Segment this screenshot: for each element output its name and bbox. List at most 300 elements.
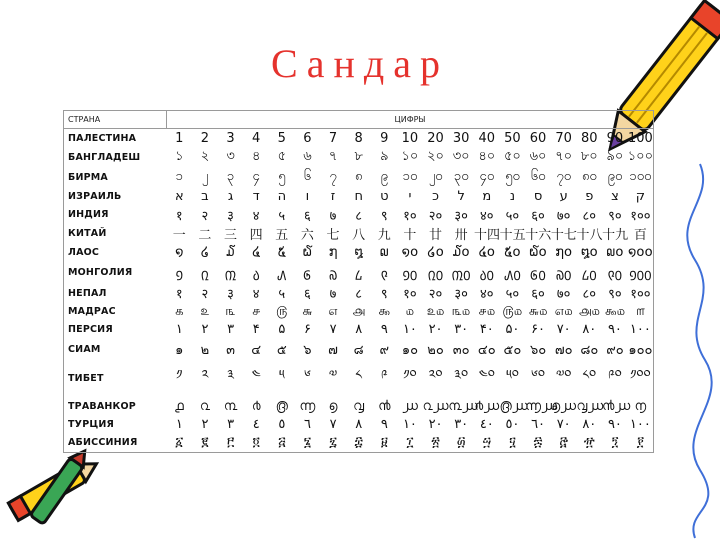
numeral-cell: ၉ bbox=[380, 169, 388, 185]
numeral-cell: 2 bbox=[200, 130, 210, 146]
numeral-cell: ፷ bbox=[533, 435, 543, 451]
numeral-cell: ۱ bbox=[175, 322, 183, 338]
numeral-cell: 60 bbox=[529, 130, 547, 146]
numeral-cell: ۹۰ bbox=[607, 322, 622, 338]
numeral-cell: ௧ bbox=[174, 303, 184, 319]
numeral-cell: ٥٠ bbox=[505, 417, 520, 433]
numeral-cell: ל bbox=[457, 188, 465, 204]
header-country: СТРАНА bbox=[64, 111, 167, 129]
numeral-cell: ௬ bbox=[302, 303, 313, 319]
numeral-cell: ၉၀ bbox=[607, 169, 623, 185]
country-name: ИНДИЯ bbox=[68, 209, 109, 221]
numeral-cell: ק bbox=[635, 188, 645, 204]
numeral-cell: צ bbox=[611, 188, 619, 204]
numeral-cell: ௫௰ bbox=[502, 303, 523, 319]
numeral-cell: ௪ bbox=[251, 303, 261, 319]
country-name: ТУРЦИЯ bbox=[68, 419, 115, 431]
numeral-cell: ᠖ bbox=[303, 269, 312, 285]
table-row bbox=[64, 187, 654, 205]
numeral-cell: ᠘ bbox=[355, 269, 363, 285]
numeral-cell: 7 bbox=[328, 130, 338, 146]
numeral-cell: ৩ bbox=[226, 149, 235, 165]
numeral-cell: ४० bbox=[480, 208, 494, 224]
numeral-cell: ३० bbox=[454, 287, 468, 303]
numeral-cell: 90 bbox=[606, 130, 624, 146]
country-name: ТРАВАНКОР bbox=[68, 400, 136, 412]
numeral-cell: ௨ bbox=[200, 303, 210, 319]
numeral-cell: 9 bbox=[380, 130, 389, 146]
numeral-cell: ፯ bbox=[329, 435, 337, 451]
numeral-cell: ९ bbox=[380, 208, 388, 224]
numeral-cell: 20 bbox=[427, 130, 444, 146]
numeral-cell: 50 bbox=[504, 130, 521, 146]
numeral-cell: ௭௰ bbox=[554, 303, 573, 319]
numeral-cell: ١ bbox=[175, 417, 183, 433]
numeral-cell: פ bbox=[585, 188, 594, 204]
table-row bbox=[64, 339, 654, 360]
numeral-cell: ᠕ bbox=[277, 269, 287, 285]
numeral-cell: 二 bbox=[198, 227, 212, 243]
numeral-cell: ፩ bbox=[175, 435, 184, 451]
numeral-cell: ६ bbox=[304, 287, 311, 303]
numeral-cell: ༡ bbox=[176, 368, 183, 384]
numeral-cell: ৫ bbox=[277, 149, 287, 165]
numeral-cell: ᠗᠐ bbox=[555, 269, 572, 285]
numeral-cell: ൪ bbox=[251, 398, 261, 414]
numeral-cell: ൩ bbox=[223, 398, 238, 414]
numeral-cell: ༨ bbox=[355, 368, 362, 384]
numeral-cell: 十五 bbox=[499, 227, 526, 243]
numeral-cell: ௨௰ bbox=[426, 303, 445, 319]
numeral-cell: 40 bbox=[478, 130, 496, 146]
table-row bbox=[64, 129, 654, 148]
numeral-cell: ٩٠ bbox=[607, 417, 622, 433]
numeral-cell: ໘໐ bbox=[580, 244, 598, 260]
numeral-cell: ৮ bbox=[354, 149, 363, 165]
numeral-cell: ༩ bbox=[381, 368, 388, 384]
numeral-cell: २ bbox=[201, 208, 209, 224]
numeral-cell: ၆ bbox=[303, 169, 312, 185]
numeral-cell: ൬൰ bbox=[525, 398, 557, 414]
numeral-cell: ৯০ bbox=[606, 149, 624, 165]
numeral-cell: 十四 bbox=[474, 227, 501, 243]
numeral-cell: ᠒ bbox=[201, 269, 209, 285]
numeral-cell: ٨٠ bbox=[582, 417, 597, 433]
numeral-cell: ༨༠ bbox=[582, 368, 597, 384]
numeral-cell: 3 bbox=[226, 130, 235, 146]
country-name: МОНГОЛИЯ bbox=[68, 267, 133, 279]
numeral-cell: 4 bbox=[252, 130, 261, 146]
numeral-cell: ၃ bbox=[226, 169, 235, 185]
numeral-cell: ६० bbox=[531, 208, 545, 224]
numeral-cell: ၄ bbox=[252, 169, 260, 185]
numeral-cell: ൪൰ bbox=[474, 398, 500, 414]
numeral-cell: 80 bbox=[581, 130, 598, 146]
numeral-cell: ௯௰ bbox=[604, 303, 626, 319]
table-row bbox=[64, 415, 654, 433]
numeral-cell: ፬ bbox=[252, 435, 260, 451]
numeral-cell: ۶ bbox=[303, 322, 311, 338]
country-name: МАДРАС bbox=[68, 306, 116, 318]
numeral-cell: ७० bbox=[556, 208, 571, 224]
numeral-cell: ༤ bbox=[251, 368, 261, 384]
numeral-cell: ד bbox=[252, 188, 260, 204]
table-row bbox=[64, 434, 654, 453]
numeral-cell: ፳ bbox=[431, 435, 440, 451]
numeral-cell: ໗ bbox=[328, 244, 338, 260]
numeral-cell: ༢༠ bbox=[428, 368, 443, 384]
numeral-cell: ᠖᠐ bbox=[530, 269, 546, 285]
numeral-cell: २० bbox=[428, 287, 443, 303]
numeral-cell: 一 bbox=[172, 227, 186, 243]
numeral-cell: ٦ bbox=[303, 417, 311, 433]
numeral-cell: ๑๐๐ bbox=[628, 343, 653, 359]
numeral-cell: ७ bbox=[329, 208, 337, 224]
numeral-cell: ९० bbox=[608, 287, 622, 303]
numeral-cell: ൭൰ bbox=[551, 398, 577, 414]
numeral-cell: ۲۰ bbox=[428, 322, 443, 338]
numeral-cell: ᠑ bbox=[175, 269, 184, 285]
numeral-cell: ٣٠ bbox=[454, 417, 469, 433]
numeral-cell: ५० bbox=[505, 287, 520, 303]
numeral-cell: ๘ bbox=[353, 343, 364, 359]
numeral-cell: ໓ bbox=[226, 244, 235, 260]
table-row bbox=[64, 284, 654, 302]
numeral-cell: ໔໐ bbox=[478, 244, 496, 260]
numeral-cell: ז bbox=[330, 188, 336, 204]
numeral-cell: ५ bbox=[278, 208, 286, 224]
numeral-cell: ᠙ bbox=[380, 269, 388, 285]
numeral-cell: ൬ bbox=[299, 398, 316, 414]
numeral-cell: ໗໐ bbox=[555, 244, 573, 260]
numeral-cell: ၆၀ bbox=[530, 169, 546, 185]
numeral-cell: ௯ bbox=[378, 303, 391, 319]
numeral-cell: ٦٠ bbox=[531, 417, 546, 433]
numeral-cell: ໑໐ bbox=[401, 244, 419, 260]
numeral-cell: ᠑᠐ bbox=[402, 269, 418, 285]
numeral-cell: ၁၀၀ bbox=[629, 169, 652, 185]
numeral-cell: ๓ bbox=[226, 343, 235, 359]
numeral-cell: 30 bbox=[452, 130, 470, 146]
numeral-cell: 卅 bbox=[454, 227, 468, 243]
table-row bbox=[64, 261, 654, 284]
numeral-cell: ۵۰ bbox=[505, 322, 520, 338]
country-name: ТИБЕТ bbox=[68, 373, 104, 385]
numeral-cell: ๗ bbox=[328, 343, 338, 359]
numeral-cell: ௪௰ bbox=[478, 303, 496, 319]
numeral-cell: ๘๐ bbox=[580, 343, 599, 359]
numeral-cell: ᠗ bbox=[328, 269, 338, 285]
numeral-cell: ۱۰ bbox=[402, 322, 417, 338]
table-body bbox=[64, 129, 654, 453]
numeral-cell: ४ bbox=[252, 287, 260, 303]
numeral-cell: 五 bbox=[275, 227, 289, 243]
numeral-cell: 七 bbox=[326, 227, 340, 243]
numeral-cell: १०० bbox=[630, 208, 651, 224]
numeral-cell: ४ bbox=[252, 208, 260, 224]
numeral-cell: ७० bbox=[556, 287, 571, 303]
numeral-cell: ६० bbox=[531, 287, 545, 303]
numeral-cell: ๗๐ bbox=[554, 343, 573, 359]
numeral-cell: ۳۰ bbox=[454, 322, 469, 338]
numeral-cell: ൫൰ bbox=[499, 398, 528, 414]
numeral-cell: י bbox=[408, 188, 412, 204]
numeral-cell: ໖ bbox=[302, 244, 312, 260]
numeral-cell: ༧༠ bbox=[555, 368, 572, 384]
numeral-cell: ۸۰ bbox=[582, 322, 597, 338]
numeral-cell: 10 bbox=[401, 130, 419, 146]
numeral-cell: ۶۰ bbox=[531, 322, 546, 338]
numeral-cell: ໘ bbox=[354, 244, 364, 260]
numeral-cell: 三 bbox=[224, 227, 238, 243]
numeral-cell: ༢ bbox=[201, 368, 209, 384]
numeral-cell: ב bbox=[201, 188, 209, 204]
numeral-cell: ৬০ bbox=[529, 149, 547, 165]
numeral-cell: ১ bbox=[175, 149, 184, 165]
numeral-cell: ௬௰ bbox=[528, 303, 548, 319]
numeral-cell: ๖ bbox=[303, 343, 312, 359]
numeral-cell: ע bbox=[559, 188, 568, 204]
numeral-cell: ١٠٠ bbox=[629, 417, 651, 433]
numeral-cell: १०० bbox=[630, 287, 651, 303]
numeral-cell: ๑ bbox=[175, 343, 184, 359]
numeral-cell: ७ bbox=[329, 287, 337, 303]
numeral-cell: ༣༠ bbox=[454, 368, 469, 384]
numeral-cell: ۷ bbox=[329, 322, 337, 338]
numeral-cell: ৪০ bbox=[478, 149, 496, 165]
numeral-cell: ๔ bbox=[251, 343, 262, 359]
numeral-cell: ٨ bbox=[355, 417, 363, 433]
numeral-cell: ג bbox=[227, 188, 234, 204]
numeral-cell: ᠓᠐ bbox=[451, 269, 471, 285]
numeral-cell: ൯൰ bbox=[602, 398, 631, 414]
numeral-cell: ٥ bbox=[278, 417, 286, 433]
page-title: Сандар bbox=[271, 41, 449, 86]
numeral-cell: 九 bbox=[377, 227, 391, 243]
numeral-cell: ח bbox=[354, 188, 363, 204]
numeral-cell: ๙๐ bbox=[606, 343, 624, 359]
numeral-cell: 六 bbox=[300, 227, 314, 243]
numeral-cell: ٣ bbox=[227, 417, 235, 433]
country-name: КИТАЙ bbox=[68, 227, 107, 239]
numeral-cell: ፲ bbox=[406, 435, 414, 451]
numeral-cell: ፫ bbox=[226, 435, 235, 451]
country-name: ПАЛЕСТИНА bbox=[68, 132, 137, 144]
numerals-table bbox=[63, 110, 654, 453]
numeral-cell: ൰ bbox=[402, 398, 418, 414]
numeral-cell: 十 bbox=[403, 227, 417, 243]
numeral-cell: ൭ bbox=[328, 398, 338, 414]
numeral-cell: ௱ bbox=[636, 303, 645, 319]
numeral-cell: 6 bbox=[303, 130, 312, 146]
numeral-cell: ၃၀ bbox=[453, 169, 469, 185]
numeral-cell: ၇ bbox=[329, 169, 337, 185]
numeral-cell: ४० bbox=[480, 287, 494, 303]
numeral-cell: ٤ bbox=[252, 417, 260, 433]
numeral-cell: ۱۰۰ bbox=[629, 322, 651, 338]
numeral-cell: ۸ bbox=[355, 322, 363, 338]
numeral-cell: ๕๐ bbox=[503, 343, 522, 359]
numeral-cell: ໕ bbox=[277, 244, 286, 260]
numeral-cell: ৫০ bbox=[503, 149, 521, 165]
numeral-cell: ൯ bbox=[378, 398, 391, 414]
table-row bbox=[64, 302, 654, 320]
numeral-cell: ۳ bbox=[227, 322, 235, 338]
numeral-cell: ൫ bbox=[275, 398, 288, 414]
numeral-cell: ༡༠ bbox=[403, 368, 417, 384]
numeral-cell: 廿 bbox=[429, 227, 443, 243]
numeral-cell: ৩০ bbox=[452, 149, 470, 165]
numeral-cell: 十六 bbox=[525, 227, 552, 243]
numeral-cell: 5 bbox=[277, 130, 286, 146]
numeral-cell: ৬ bbox=[303, 149, 312, 165]
numeral-cell: ३० bbox=[454, 208, 468, 224]
numeral-cell: ௫ bbox=[276, 303, 288, 319]
numeral-cell: ๒๐ bbox=[427, 343, 444, 359]
numeral-cell: ๑๐ bbox=[401, 343, 419, 359]
numeral-cell: ໙ bbox=[379, 244, 389, 260]
numeral-cell: ၇၀ bbox=[556, 169, 571, 185]
numeral-cell: 十七 bbox=[550, 227, 577, 243]
numeral-cell: ௰ bbox=[405, 303, 415, 319]
numeral-cell: ו bbox=[305, 188, 310, 204]
numeral-cell: ๖๐ bbox=[529, 343, 547, 359]
numeral-cell: ८० bbox=[582, 208, 597, 224]
numeral-cell: ൱ bbox=[634, 398, 647, 414]
numeral-cell: ۹ bbox=[380, 322, 388, 338]
numeral-cell: ፵ bbox=[482, 435, 492, 451]
numeral-cell: ๓๐ bbox=[452, 343, 470, 359]
country-name: ПЕРСИЯ bbox=[68, 324, 113, 336]
numeral-cell: १० bbox=[403, 287, 417, 303]
numeral-cell: ᠕᠐ bbox=[504, 269, 521, 285]
numeral-cell: २ bbox=[201, 287, 209, 303]
numeral-cell: ᠔᠐ bbox=[479, 269, 494, 285]
numeral-cell: 1 bbox=[175, 130, 184, 146]
numeral-cell: ᠒᠐ bbox=[427, 269, 444, 285]
numeral-cell: ८० bbox=[582, 287, 597, 303]
numeral-cell: १० bbox=[403, 208, 417, 224]
numeral-cell: ๕ bbox=[276, 343, 287, 359]
numeral-cell: ௩௰ bbox=[452, 303, 471, 319]
table-row bbox=[64, 168, 654, 187]
numeral-cell: ༤༠ bbox=[478, 368, 495, 384]
numeral-cell: נ bbox=[509, 188, 516, 204]
table-row bbox=[64, 243, 654, 261]
numeral-cell: ১০ bbox=[401, 149, 419, 165]
numeral-cell: ໒ bbox=[200, 244, 210, 260]
numeral-cell: ၁ bbox=[175, 169, 183, 185]
numeral-cell: ৪ bbox=[251, 149, 261, 165]
numeral-cell: ९० bbox=[608, 208, 622, 224]
country-name: ЛАОС bbox=[68, 246, 100, 258]
numeral-cell: ၅၀ bbox=[505, 169, 520, 185]
numeral-cell: ١٠ bbox=[402, 417, 417, 433]
numeral-cell: ה bbox=[277, 188, 287, 204]
numeral-cell: ൨ bbox=[199, 398, 210, 414]
numeral-cell: ໕໐ bbox=[504, 244, 521, 260]
numeral-cell: ٩ bbox=[380, 417, 388, 433]
numeral-cell: 十八 bbox=[576, 227, 603, 243]
numeral-cell: १ bbox=[175, 208, 183, 224]
numeral-cell: ௮ bbox=[352, 303, 366, 319]
numeral-cell: ၈ bbox=[354, 169, 363, 185]
table-row bbox=[64, 206, 654, 224]
numeral-cell: ༥ bbox=[278, 368, 285, 384]
numeral-cell: ፮ bbox=[303, 435, 312, 451]
numeral-cell: ५० bbox=[505, 208, 520, 224]
numeral-cell: ३ bbox=[227, 287, 234, 303]
table-row bbox=[64, 360, 654, 397]
numeral-cell: ༩༠ bbox=[608, 368, 622, 384]
numeral-cell: ፰ bbox=[354, 435, 363, 451]
numeral-cell: ໒໐ bbox=[427, 244, 444, 260]
numeral-cell: ९ bbox=[380, 287, 388, 303]
numeral-cell: ٧٠ bbox=[556, 417, 571, 433]
numeral-cell: ༧ bbox=[328, 368, 338, 384]
numeral-cell: 70 bbox=[555, 130, 572, 146]
numeral-cell: ३ bbox=[227, 208, 234, 224]
numeral-cell: ໓໐ bbox=[452, 244, 470, 260]
pencil-bottom-left-illustration bbox=[0, 440, 110, 540]
numeral-cell: ፶ bbox=[509, 435, 516, 451]
numeral-cell: ༦༠ bbox=[531, 368, 545, 384]
numeral-cell: 八 bbox=[352, 227, 366, 243]
numeral-cell: ۵ bbox=[278, 322, 286, 338]
numeral-cell: ᠑᠐᠐ bbox=[629, 269, 652, 285]
numeral-cell: ௭ bbox=[328, 303, 338, 319]
numeral-cell: 100 bbox=[627, 130, 653, 146]
numeral-cell: ፹ bbox=[583, 435, 595, 451]
table-row bbox=[64, 224, 654, 243]
numeral-cell: ۴ bbox=[252, 322, 260, 338]
numeral-cell: ۴۰ bbox=[479, 322, 494, 338]
numeral-cell: ৯ bbox=[380, 149, 389, 165]
numeral-cell: ٢٠ bbox=[428, 417, 443, 433]
country-name: АБИССИНИЯ bbox=[68, 437, 138, 449]
numeral-cell: ٢ bbox=[201, 417, 209, 433]
numeral-cell: ၂ bbox=[201, 169, 209, 185]
numeral-cell: ८ bbox=[355, 287, 363, 303]
table-row bbox=[64, 397, 654, 415]
numeral-cell: ൮൰ bbox=[576, 398, 604, 414]
numeral-cell: ൩൰ bbox=[448, 398, 478, 414]
numeral-cell: ൨൰ bbox=[422, 398, 449, 414]
numeral-cell: ௩ bbox=[225, 303, 236, 319]
numeral-cell: ৭ bbox=[328, 149, 338, 165]
numeral-cell: ৭০ bbox=[555, 149, 573, 165]
numeral-cell: א bbox=[174, 188, 184, 204]
numeral-cell: ၂၀ bbox=[428, 169, 443, 185]
numeral-cell: ፻ bbox=[636, 435, 644, 451]
numeral-cell: ໙໐ bbox=[606, 244, 624, 260]
numeral-cell: ᠙᠐ bbox=[607, 269, 623, 285]
numeral-cell: ፺ bbox=[611, 435, 619, 451]
numeral-cell: ፱ bbox=[380, 435, 388, 451]
numeral-cell: ၄၀ bbox=[479, 169, 495, 185]
numeral-cell: כ bbox=[432, 188, 439, 204]
numeral-cell: ১০০ bbox=[627, 149, 654, 165]
numeral-cell: ൧ bbox=[174, 398, 184, 414]
numeral-cell: ༣ bbox=[227, 368, 234, 384]
numeral-cell: ፸ bbox=[559, 435, 569, 451]
numeral-cell: 十九 bbox=[602, 227, 629, 243]
numeral-cell: ᠓ bbox=[224, 269, 237, 285]
numeral-cell: ൮ bbox=[353, 398, 365, 414]
numeral-cell: מ bbox=[482, 188, 492, 204]
numeral-cell: १ bbox=[175, 287, 183, 303]
numeral-cell: ٧ bbox=[329, 417, 337, 433]
